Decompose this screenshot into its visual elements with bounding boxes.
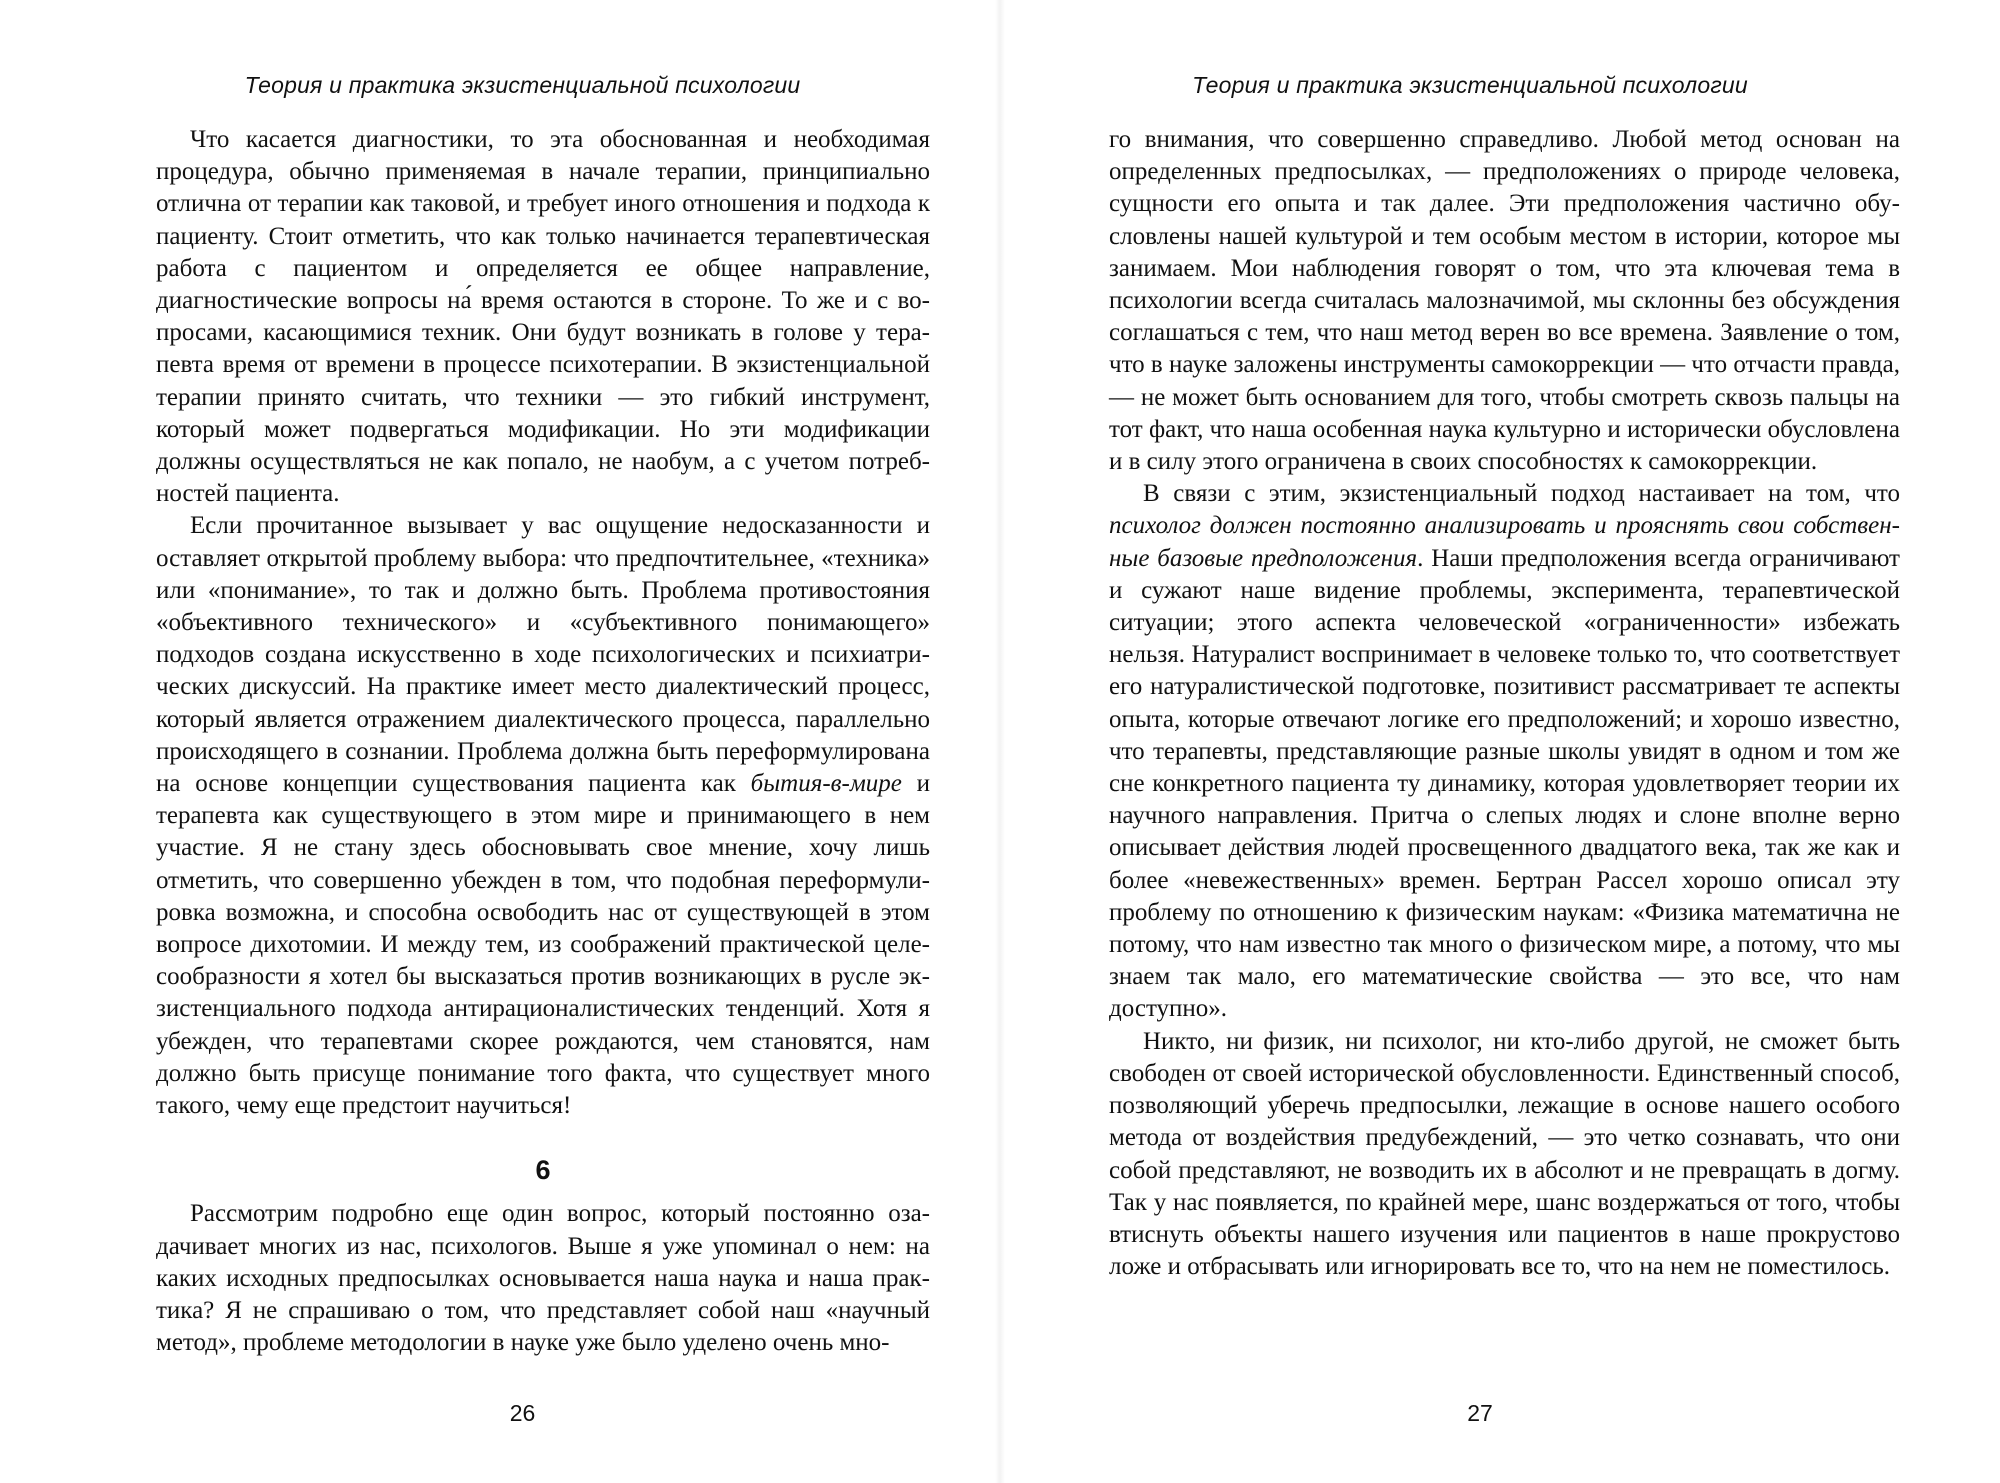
right-paragraph-2-emphasis: психолог должен постоянно анализировать и прояснять свои собственные базовые предположения — [1109, 512, 1900, 572]
right-paragraph-2-text-a: В связи с этим, экзистенциальный подход настаивает на том, что — [1143, 480, 1900, 508]
left-paragraph-2-emphasis: бытия-в-мире — [750, 770, 902, 798]
section-number: 6 — [535, 1155, 551, 1186]
right-paragraph-3: Никто, ни физик, ни психолог, ни кто-либо другой, не сможет быть свободен от своей исторической обусловленности. Единственный способ, позволяющий уберечь предпосылки, лежащие в основе нашего особого метода от воздействия предубеждений, — это четко сознавать, что они собой представляют, не возводить их в абсолют и не превращать в догму. Так у нас появляется, по крайней мере, шанс воздержаться от того, чтобы втиснуть объекты нашего изучения или пациентов в наше прокрустово ложе и отбрасывать или игнорировать все то, что на нем не поместилось. — [1109, 1027, 1900, 1281]
left-page-number: 26 — [509, 1400, 536, 1426]
left-paragraph-3: Рассмотрим подробно еще один вопрос, который постоянно озадачивает многих из нас, психологов. Выше я уже упоминал о нем: на каких исходных предпосылках основывается наша наука и наша практика? Я не спрашиваю о том, что представляет собой наш «научный метод», проблеме методологии в науке уже было уделено очень мно- — [156, 1200, 930, 1357]
right-paragraph-2-text-b: . Наши предположения всегда ограничивают и сужают наше видение проблемы, эксперимента, терапевтической ситуации; этого аспекта человеческой «ограниченности» избежать нельзя. Натуралист воспринимает в человеке только то, что соответствует его натуралистической подготовке, позитивист рассматривает те аспекты опыта, которые отвечают логике его предположений; и хорошо известно, что терапевты, представляющие разные школы увидят в одном и том же сне конкретного пациента ту динамику, которая удовлетворяет теории их научного направления. Притча о слепых людях и слоне вполне верно описывает действия людей просвещенного двадцатого века, так же как и более «невежественных» времен. Бертран Рассел хорошо описал эту проблему по отношению к физическим наукам: «Физика математична не потому, что нам известно так много о физическом мире, а потому, что мы знаем так мало, его математические свойства — это все, что нам доступно». — [1109, 544, 1900, 1023]
right-paragraph-2 — [1109, 478, 1900, 1025]
left-running-head: Теория и практика экзистенциальной психологии — [244, 72, 801, 98]
right-running-head: Теория и практика экзистенциальной психологии — [1192, 72, 1748, 98]
right-page — [1000, 0, 2000, 1483]
right-paragraph-1: го внимания, что совершенно справедливо. Любой метод основан на определенных предпосылках, — предположениях о природе человека, сущности его опыта и так далее. Эти предположения частично обусловлены нашей культурой и тем особым местом в истории, которое мы занимаем. Мои наблюдения говорят о том, что эта ключевая тема в психологии всегда считалась малозначимой, мы склонны без обсуждения соглашаться с тем, что наш метод верен во все времена. Заявление о том, что в науке заложены инструменты самокоррекции — что отчасти правда, — не может быть основанием для того, чтобы смотреть сквозь пальцы на тот факт, что наша особенная наука культурно и исторически обусловлена и в силу этого ограничена в своих способностях к самокоррекции. — [1109, 126, 1900, 476]
left-paragraph-2-text-a: Если прочитанное вызывает у вас ощущение недосказанности и оставляет открытой проблему выбора: что предпочтительнее, «техника» или «понимание», то так и должно быть. Проблема противостояния «объективного технического» и «субъективного понимающего» подходов создана искусственно в ходе психологических и психиатрических дискуссий. На практике имеет место диалектический процесс, который является отражением диалектического процесса, параллельно происходящего в сознании. Проблема должна быть переформулирована на основе концепции существования пациента как — [156, 512, 930, 798]
left-paragraph-2-text-b: и терапевта как существующего в этом мире и принимающего в нем участие. Я не стану здесь обосновывать свое мнение, хочу лишь отметить, что совершенно убежден в том, что подобная переформулировка возможна, и способна освободить нас от существующей в этом вопросе дихотомии. И между тем, из соображений практической целесообразности я хотел бы высказаться против возникающих в русле экзистенциального подхода антирационалистических тенденций. Хотя я убежден, что терапевтами скорее рождаются, чем становятся, нам должно быть присуще понимание того факта, что существует много такого, чему еще предстоит научиться! — [156, 770, 930, 1120]
right-page-number: 27 — [1467, 1400, 1493, 1426]
right-body-text — [1109, 124, 1900, 1283]
left-paragraph-1: Что касается диагностики, то эта обоснованная и необходимая процедура, обычно применяемая в начале терапии, принципиально отлична от терапии как таковой, и требует иного отношения и подхода к пациенту. Стоит отметить, что как только начинается терапевтическая работа с пациентом и определяется ее общее направление, диагностические вопросы на́ время остаются в стороне. То же и с вопросами, касающимися техник. Они будут возникать в голове у терапевта время от времени в процессе психотерапии. В экзистенциальной терапии принято считать, что техники — это гибкий инструмент, который может подвергаться модификации. Но эти модификации должны осуществляться не как попало, не наобум, а с учетом потребностей пациента. — [156, 126, 930, 508]
left-body-text — [156, 124, 930, 1359]
left-paragraph-2 — [156, 510, 930, 1122]
